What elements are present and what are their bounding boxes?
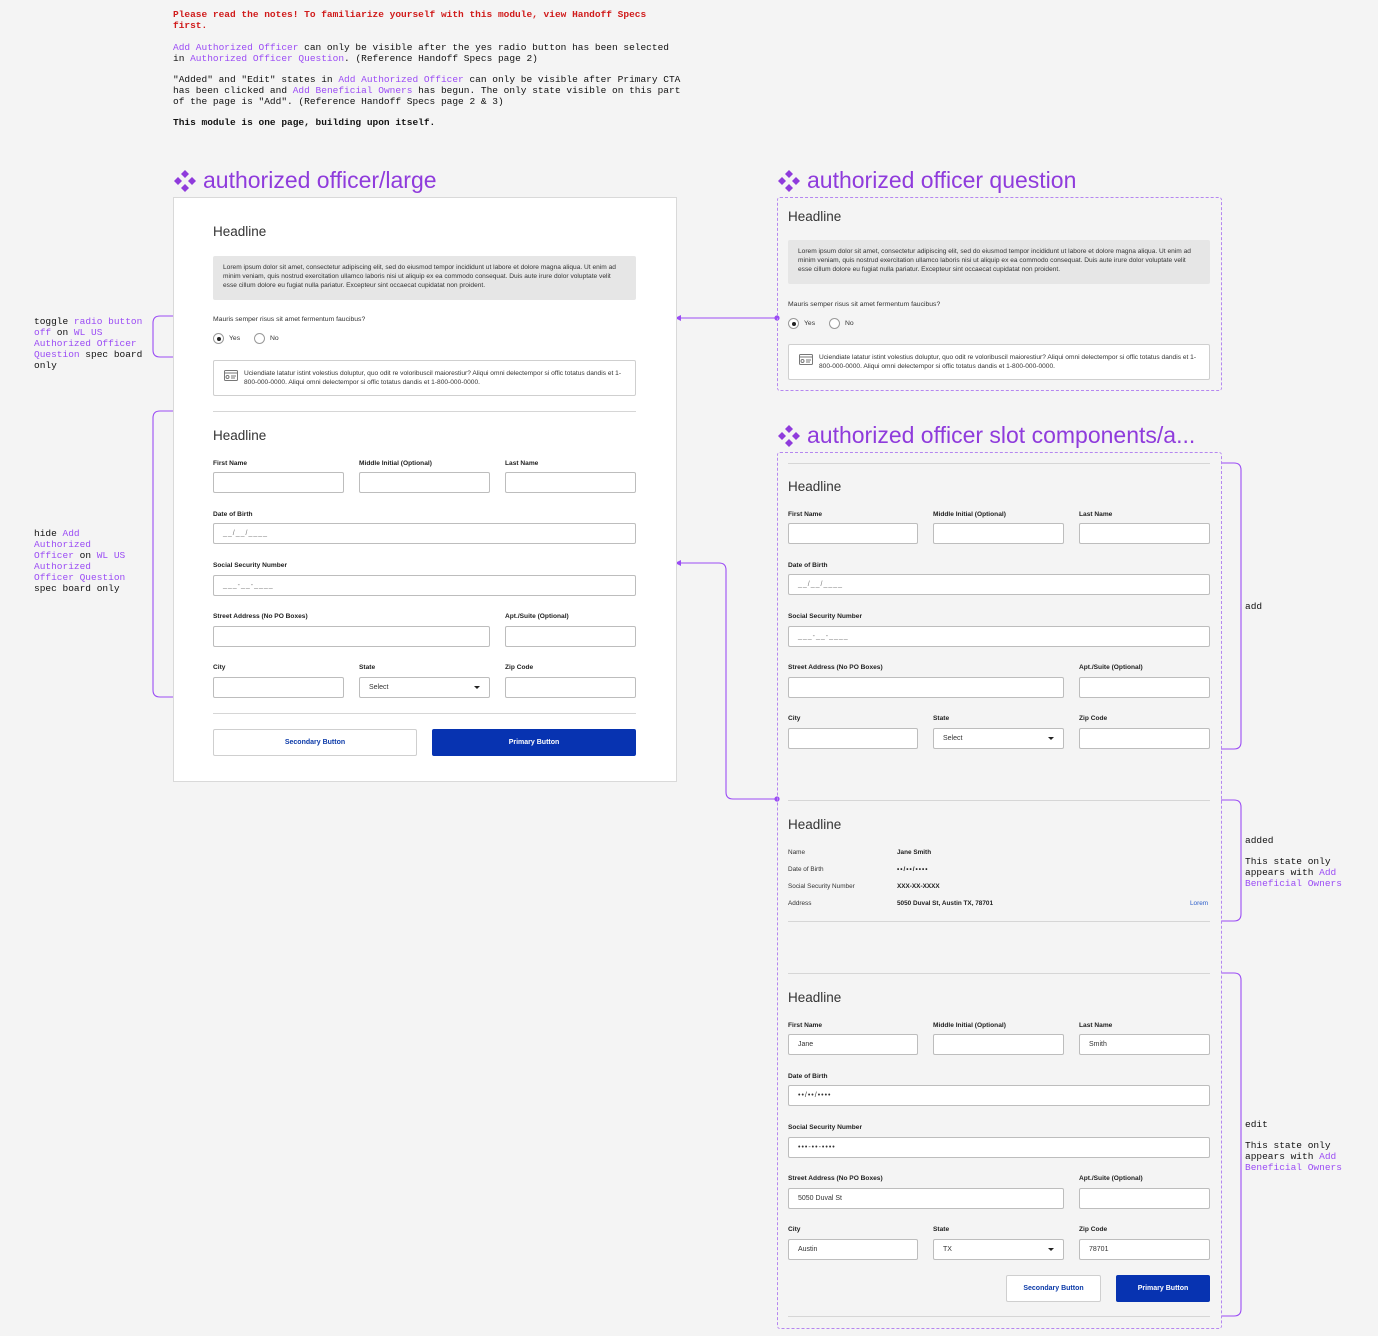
large-headline-2: Headline — [213, 428, 267, 443]
radio-dot-selected[interactable] — [213, 333, 224, 344]
edit-label-middle-initial: Middle Initial (Optional) — [933, 1022, 1006, 1029]
edit-last-name-input[interactable]: Smith — [1079, 1034, 1210, 1055]
edit-label-state: State — [933, 1226, 950, 1233]
label-dob: Date of Birth — [213, 511, 253, 518]
edit-apt-input[interactable] — [1079, 1188, 1210, 1209]
edit-label-street: Street Address (No PO Boxes) — [788, 1175, 883, 1182]
question-info-box: Uciendiate latatur istint volestius doluptur, quo odit re voloribuscil maiorestiur? Aliqui omni delectempor si offic totatus dandis et 1-800-000-0000. Aliqui omni delectempor si offic totatus dandis et 1-800-000-0000. — [788, 344, 1210, 380]
edit-secondary-button[interactable]: Secondary Button — [1006, 1275, 1101, 1302]
edit-label-apt: Apt./Suite (Optional) — [1079, 1175, 1143, 1182]
bracket-add — [1221, 463, 1241, 749]
edit-label-ssn: Social Security Number — [788, 1124, 863, 1131]
edit-middle-initial-input[interactable] — [933, 1034, 1064, 1055]
bracket-added — [1221, 800, 1241, 921]
large-headline-1: Headline — [213, 224, 267, 239]
arrow-slot — [679, 563, 777, 799]
large-question: Mauris semper risus sit amet fermentum faucibus? — [213, 316, 366, 323]
bracket-hide — [153, 411, 173, 697]
state-select[interactable]: Select — [359, 677, 490, 698]
label-state: State — [359, 664, 376, 671]
question-radio-no[interactable]: No — [829, 318, 854, 329]
edit-label-city: City — [788, 1226, 801, 1233]
added-headline: Headline — [788, 817, 842, 832]
label-zip: Zip Code — [505, 664, 534, 671]
question-lorem-box: Lorem ipsum dolor sit amet, consectetur adipiscing elit, sed do eiusmod tempor incididunt ut labore et dolore magna aliqua. Ut enim ad minim veniam, quis nostrud exercitation ullamco laboris nisi ut aliquip ex ea commodo consequat. Duis aute irure dolor voluptate velit esse cillum dolore eu fugiat nulla pariatur. Excepteur sint occaecat cupidatat non proident. — [788, 240, 1210, 284]
question-radio-yes[interactable]: Yes — [788, 318, 815, 329]
add-city-input[interactable] — [788, 728, 918, 749]
add-street-input[interactable] — [788, 677, 1064, 698]
edit-dob-input[interactable]: ••/••/•••• — [788, 1085, 1210, 1106]
add-label-first-name: First Name — [788, 511, 823, 518]
secondary-button[interactable]: Secondary Button — [213, 729, 417, 756]
edit-label-dob: Date of Birth — [788, 1073, 828, 1080]
added-ssn-value: XXX-XX-XXXX — [897, 883, 940, 890]
add-ssn-input[interactable]: ___-__-____ — [788, 626, 1210, 647]
large-divider-1 — [213, 411, 636, 412]
added-address-value: 5050 Duval St, Austin TX, 78701 — [897, 900, 994, 907]
large-info-box: Uciendiate latatur istint volestius doluptur, quo odit re voloribuscil maiorestiur? Aliqui omni delectempor si offic totatus dandis et 1-800-000-0000. Aliqui omni delectempor si offic totatus dandis et 1-800-000-0000. — [213, 360, 636, 396]
bracket-edit — [1221, 973, 1241, 1316]
label-city: City — [213, 664, 226, 671]
added-divider-bottom — [788, 921, 1210, 922]
large-lorem-box: Lorem ipsum dolor sit amet, consectetur adipiscing elit, sed do eiusmod tempor incididunt ut labore et dolore magna aliqua. Ut enim ad minim veniam, quis nostrud exercitation ullamco laboris nisi ut aliquip ex ea commodo consequat. Duis aute irure dolor voluptate velit esse cillum dolore eu fugiat nulla pariatur. Excepteur sint occaecat cupidatat non proident. — [213, 256, 636, 300]
added-dob-label: Date of Birth — [788, 866, 824, 873]
id-card-icon — [224, 370, 238, 381]
ssn-input[interactable]: ___-__-____ — [213, 575, 636, 596]
edit-ssn-input[interactable]: •••-••-•••• — [788, 1137, 1210, 1158]
notes-paragraph-2: "Added" and "Edit" states in Add Authorized Officer can only be visible after Primary CTA has been clicked and Add Beneficial Owners has begun. The only state visible on this part of the page is "Add". (Reference Handoff Specs page 2 & 3) — [173, 74, 681, 107]
first-name-input[interactable] — [213, 472, 344, 493]
component-icon — [777, 169, 801, 193]
chevron-down-icon — [1048, 1248, 1054, 1251]
side-note-hide: hide Add Authorized Officer on WL US Authorized Officer Question spec board only — [34, 528, 126, 594]
large-radio-yes[interactable]: Yes — [213, 333, 240, 344]
add-label-ssn: Social Security Number — [788, 613, 863, 620]
add-middle-initial-input[interactable] — [933, 523, 1064, 544]
add-apt-input[interactable] — [1079, 677, 1210, 698]
label-middle-initial: Middle Initial (Optional) — [359, 460, 432, 467]
add-dob-input[interactable]: __/__/____ — [788, 574, 1210, 595]
question-headline: Headline — [788, 209, 842, 224]
add-divider-top — [788, 463, 1210, 464]
frame-title-slot: authorized officer slot components/a... — [777, 422, 1195, 449]
edit-city-input[interactable]: Austin — [788, 1239, 918, 1260]
add-last-name-input[interactable] — [1079, 523, 1210, 544]
edit-label-last-name: Last Name — [1079, 1022, 1113, 1029]
side-note-add: add — [1245, 601, 1263, 612]
dob-input[interactable]: __/__/____ — [213, 523, 636, 544]
frame-title-question: authorized officer question — [777, 167, 1076, 194]
added-divider-top — [788, 800, 1210, 801]
add-label-dob: Date of Birth — [788, 562, 828, 569]
component-icon — [777, 424, 801, 448]
notes-block — [173, 9, 683, 128]
added-ssn-label: Social Security Number — [788, 883, 855, 890]
label-first-name: First Name — [213, 460, 248, 467]
notes-paragraph-3: This module is one page, building upon itself. — [173, 117, 436, 128]
street-input[interactable] — [213, 626, 490, 647]
city-input[interactable] — [213, 677, 344, 698]
added-edit-link[interactable]: Lorem — [1190, 900, 1209, 907]
label-street: Street Address (No PO Boxes) — [213, 613, 308, 620]
apt-input[interactable] — [505, 626, 636, 647]
notes-paragraph-1: Add Authorized Officer can only be visible after the yes radio button has been selected in Authorized Officer Question. (Reference Handoff Specs page 2) — [173, 42, 669, 64]
edit-first-name-input[interactable]: Jane — [788, 1034, 918, 1055]
chevron-down-icon — [1048, 737, 1054, 740]
edit-divider-bottom — [788, 1316, 1210, 1317]
primary-button[interactable]: Primary Button — [432, 729, 636, 756]
add-label-city: City — [788, 715, 801, 722]
label-apt: Apt./Suite (Optional) — [505, 613, 569, 620]
side-note-toggle: toggle radio button off on WL US Authorized Officer Question spec board only — [34, 316, 143, 371]
added-name-label: Name — [788, 849, 806, 856]
add-label-last-name: Last Name — [1079, 511, 1113, 518]
edit-zip-input[interactable]: 78701 — [1079, 1239, 1210, 1260]
edit-headline: Headline — [788, 990, 842, 1005]
chevron-down-icon — [474, 686, 480, 689]
notes-warning: Please read the notes! To familiarize yourself with this module, view Handoff Specs first. — [173, 9, 647, 31]
edit-label-zip: Zip Code — [1079, 1226, 1108, 1233]
question-text: Mauris semper risus sit amet fermentum faucibus? — [788, 301, 941, 308]
add-first-name-input[interactable] — [788, 523, 918, 544]
edit-divider-top — [788, 973, 1210, 974]
add-label-middle-initial: Middle Initial (Optional) — [933, 511, 1006, 518]
radio-dot[interactable] — [829, 318, 840, 329]
edit-street-input[interactable]: 5050 Duval St — [788, 1188, 1064, 1209]
add-label-zip: Zip Code — [1079, 715, 1108, 722]
edit-state-select[interactable]: TX — [933, 1239, 1064, 1260]
last-name-input[interactable] — [505, 472, 636, 493]
side-note-edit: edit This state only appears with Add Beneficial Owners — [1245, 1119, 1342, 1173]
large-radio-no[interactable]: No — [254, 333, 279, 344]
label-ssn: Social Security Number — [213, 562, 288, 569]
radio-dot-selected[interactable] — [788, 318, 799, 329]
add-label-street: Street Address (No PO Boxes) — [788, 664, 883, 671]
radio-dot[interactable] — [254, 333, 265, 344]
zip-input[interactable] — [505, 677, 636, 698]
add-headline: Headline — [788, 479, 842, 494]
add-label-state: State — [933, 715, 950, 722]
add-state-select[interactable]: Select — [933, 728, 1064, 749]
added-dob-value: ••/••/•••• — [897, 866, 929, 873]
id-card-icon — [799, 354, 813, 365]
add-label-apt: Apt./Suite (Optional) — [1079, 664, 1143, 671]
large-divider-2 — [213, 713, 636, 714]
side-note-added: added This state only appears with Add Beneficial Owners — [1245, 835, 1342, 889]
frame-title-large: authorized officer/large — [173, 167, 437, 194]
edit-label-first-name: First Name — [788, 1022, 823, 1029]
added-address-label: Address — [788, 900, 812, 907]
middle-initial-input[interactable] — [359, 472, 490, 493]
added-name-value: Jane Smith — [897, 849, 932, 856]
component-icon — [173, 169, 197, 193]
add-zip-input[interactable] — [1079, 728, 1210, 749]
edit-primary-button[interactable]: Primary Button — [1116, 1275, 1210, 1302]
label-last-name: Last Name — [505, 460, 539, 467]
bracket-toggle — [153, 316, 173, 357]
